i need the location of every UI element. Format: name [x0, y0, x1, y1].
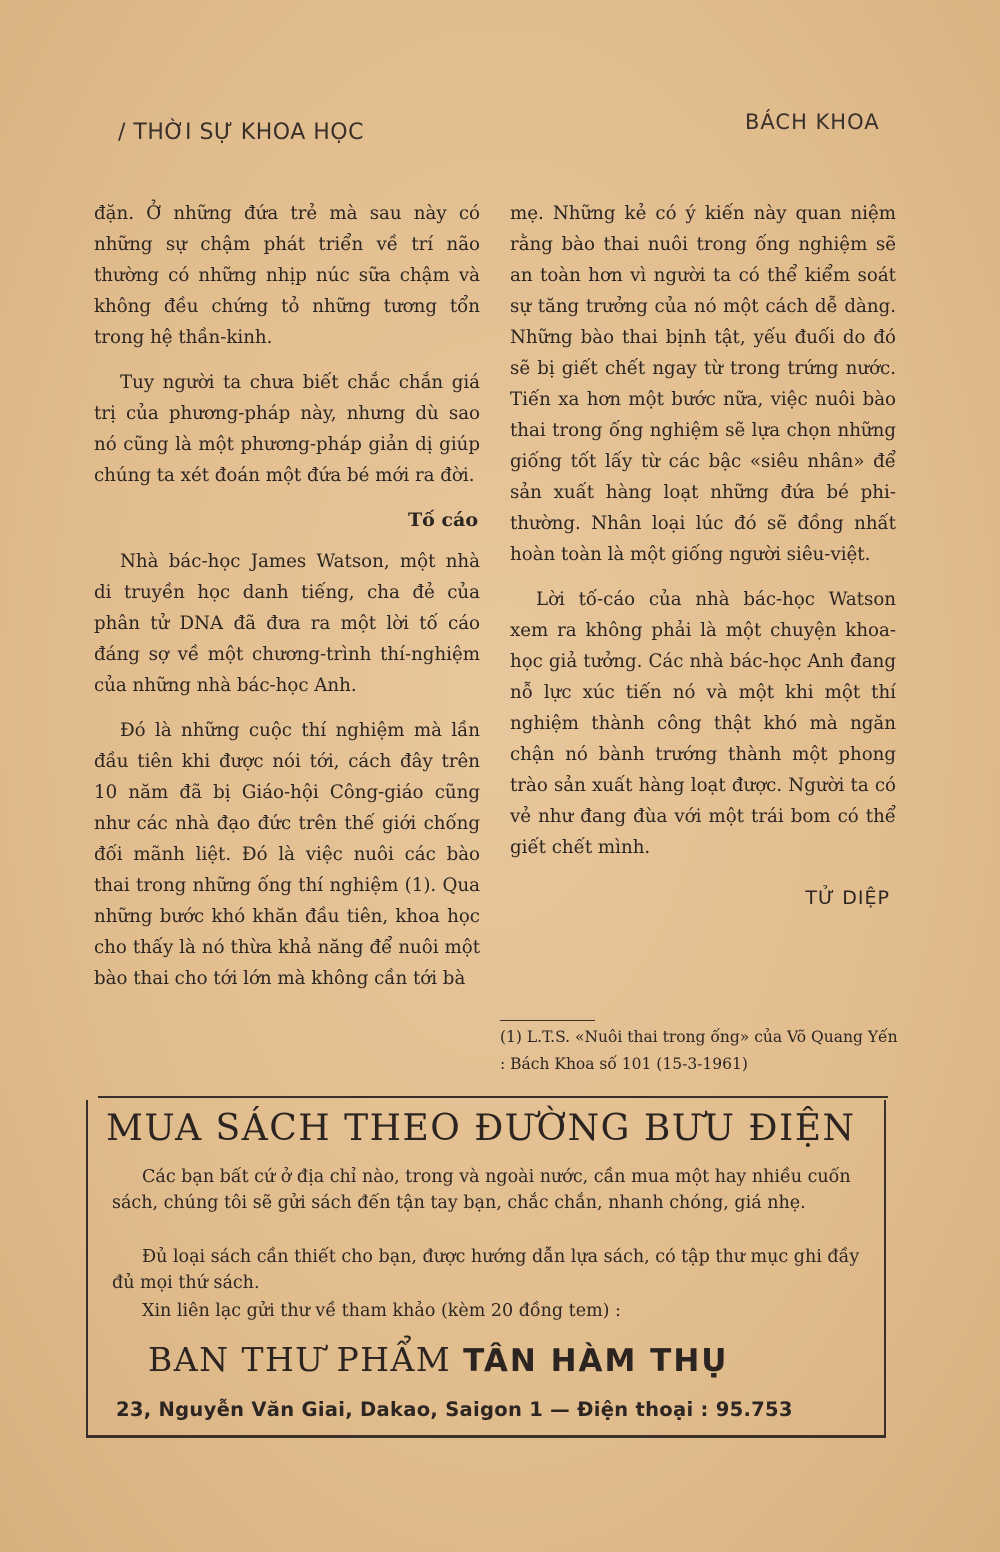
advert-text: Xin liên lạc gửi thư về tham khảo (kèm 20 đồng tem) : — [142, 1301, 621, 1321]
footnote: (1) L.T.S. «Nuôi thai trong ống» của Võ Quang Yến : Bách Khoa số 101 (15-3-1961) — [500, 1028, 898, 1073]
footnote-divider — [500, 1020, 595, 1021]
company-prefix: BAN THƯ PHẨM — [148, 1340, 452, 1379]
advert-paragraph — [112, 1244, 864, 1296]
advert-company — [148, 1340, 728, 1379]
paragraph: Lời tố-cáo của nhà bác-học Watson xem ra không phải là một chuyện khoa-học giả tưởng. Các nhà bác-học Anh đang nỗ lực xúc tiến nó và một khi một thí nghiệm thành công thật khó mà ngăn chận nó bành trướng thành một phong trào sản xuất hàng loạt được. Người ta có vẻ như đang đùa với một trái bom có thể giết chết mình. — [510, 589, 896, 858]
section-header: / THỜI SỰ KHOA HỌC — [118, 120, 364, 145]
paragraph: mẹ. Những kẻ có ý kiến này quan niệm rằng bào thai nuôi trong ống nghiệm sẽ an toàn hơn vì người ta có thể kiểm soát sự tăng trưởng của nó một cách dễ dàng. Những bào thai bịnh tật, yếu đuối do đó sẽ bị giết chết ngay từ trong trứng nước. Tiến xa hơn một bước nữa, việc nuôi bào thai trong ống nghiệm sẽ lựa chọn những giống tốt lấy từ các bậc «siêu nhân» để sản xuất hàng loạt những đứa bé phi-thường. Nhân loại lúc đó sẽ đồng nhất hoàn toàn là một giống người siêu-việt. — [510, 203, 896, 565]
advert-text: Đủ loại sách cần thiết cho bạn, được hướng dẫn lựa sách, có tập thư mục ghi đầy đủ mọi thứ sách. — [112, 1247, 860, 1293]
advert-paragraph — [112, 1164, 864, 1216]
advert-title: MUA SÁCH THEO ĐƯỜNG BƯU ĐIỆN — [106, 1108, 856, 1149]
advert-paragraph — [112, 1298, 864, 1324]
paragraph: Tuy người ta chưa biết chắc chắn giá trị của phương-pháp này, nhưng dù sao nó cũng là một phương-pháp giản dị giúp chúng ta xét đoán một đứa bé mới ra đời. — [94, 372, 480, 486]
magazine-name: BÁCH KHOA — [745, 110, 880, 134]
advert-top-rule — [98, 1096, 888, 1098]
paragraph: đặn. Ở những đứa trẻ mà sau này có những sự chậm phát triển về trí não thường có những nhịp núc sữa chậm và không đều chứng tỏ những tương tổn trong hệ thần-kinh. — [94, 203, 480, 348]
subheading: Tố cáo — [408, 509, 478, 531]
author-signature: TỬ DIỆP — [805, 887, 890, 909]
advert-address: 23, Nguyễn Văn Giai, Dakao, Saigon 1 — Điện thoại : 95.753 — [116, 1398, 793, 1421]
left-column — [94, 198, 480, 1008]
paragraph: Đó là những cuộc thí nghiệm mà lần đầu tiên khi được nói tới, cách đây trên 10 năm đã bị Giáo-hội Công-giáo cũng như các nhà đạo đức trên thế giới chống đối mãnh liệt. Đó là việc nuôi các bào thai trong những ống thí nghiệm (1). Qua những bước khó khăn đầu tiên, khoa học cho thấy là nó thừa khả năng để nuôi một bào thai cho tới lớn mà không cần tới bà — [94, 720, 480, 989]
company-name: TÂN HÀM THỤ — [463, 1343, 729, 1379]
advert-text: Các bạn bất cứ ở địa chỉ nào, trong và ngoài nước, cần mua một hay nhiều cuốn sách, chúng tôi sẽ gửi sách đến tận tay bạn, chắc chắn, nhanh chóng, giá nhẹ. — [112, 1167, 851, 1213]
paragraph: Nhà bác-học James Watson, một nhà di truyền học danh tiếng, cha đẻ của phân tử DNA đã đưa ra một lời tố cáo đáng sợ về một chương-trình thí-nghiệm của những nhà bác-học Anh. — [94, 551, 480, 696]
right-column — [510, 198, 896, 914]
advert-box — [86, 1100, 886, 1438]
